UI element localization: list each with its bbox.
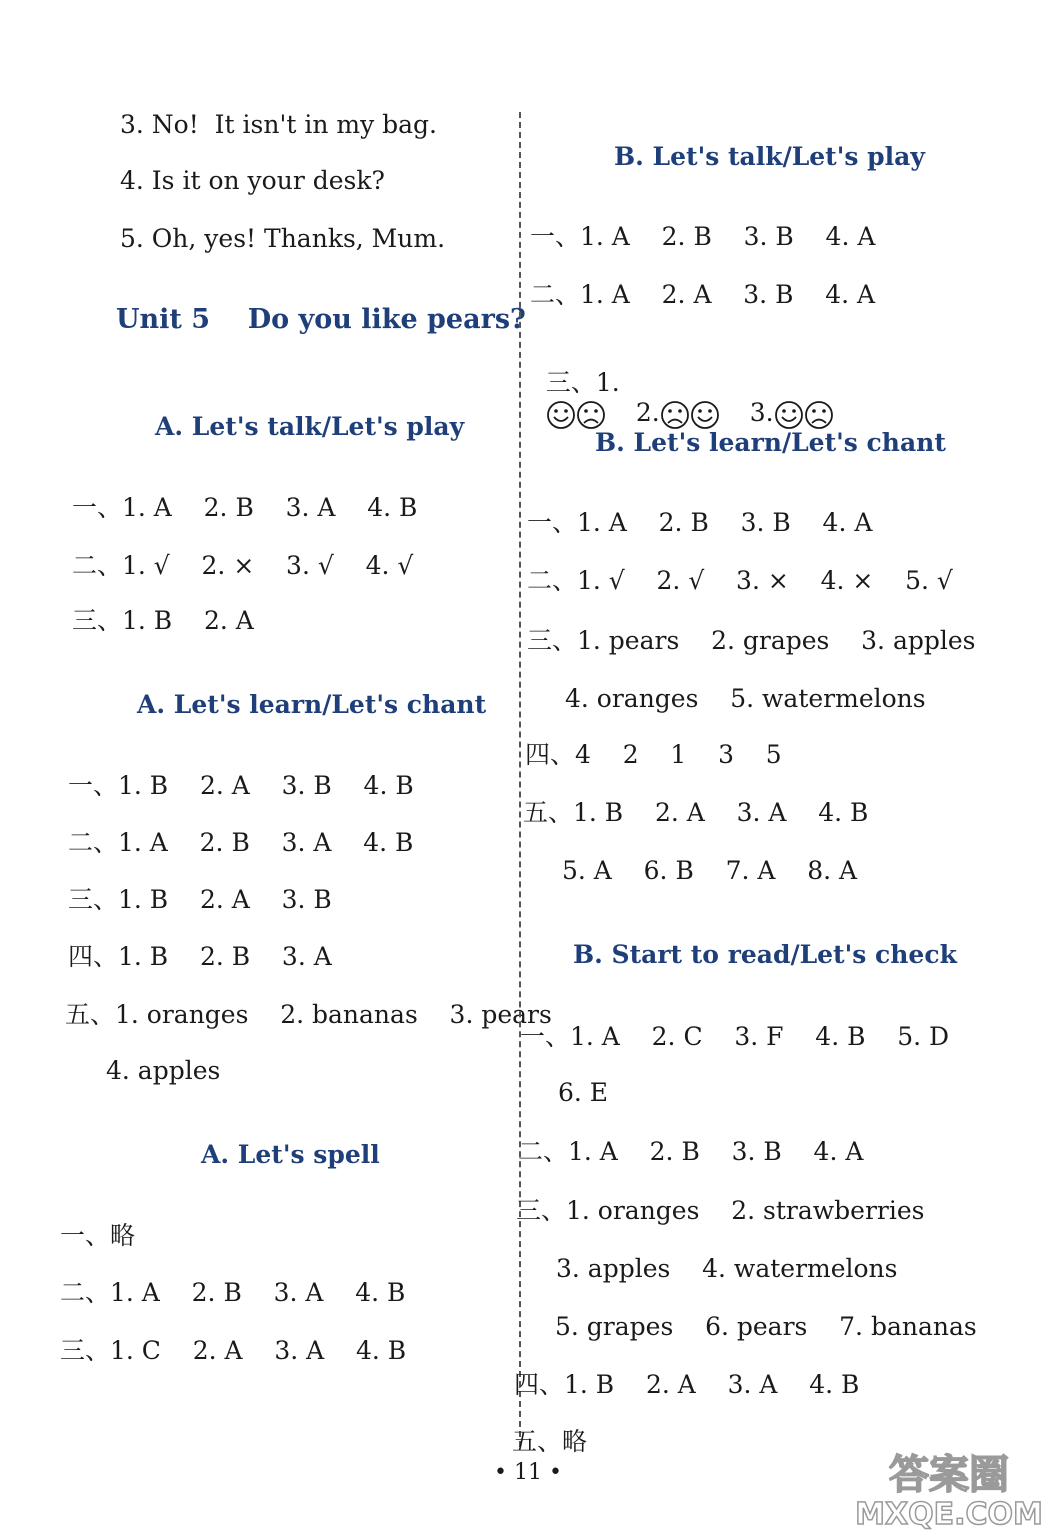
smiley-face-icon: [690, 400, 720, 430]
watermark-top: 答案圈: [889, 1452, 1009, 1498]
left-answer-line: 一、1. A 2. B 3. A 4. B: [72, 493, 418, 522]
right-answer-line: 二、1. √ 2. √ 3. × 4. × 5. √: [527, 566, 953, 595]
left-answer-line: 四、1. B 2. B 3. A: [68, 942, 332, 971]
faces-group: [750, 398, 834, 427]
left-section-heading: A. Let's talk/Let's play: [155, 412, 465, 441]
smiley-face-icon: [774, 400, 804, 430]
right-answer-line: 5. grapes 6. pears 7. bananas: [555, 1312, 977, 1341]
left-answer-line: 二、1. A 2. B 3. A 4. B: [60, 1278, 406, 1307]
right-answer-line: 一、1. A 2. B 3. B 4. A: [530, 222, 876, 251]
smiley-face-icon: [546, 400, 576, 430]
right-answer-line: 三、1. oranges 2. strawberries: [516, 1196, 925, 1225]
right-answer-line: 五、略: [512, 1427, 588, 1456]
left-answer-line: 二、1. A 2. B 3. A 4. B: [68, 828, 414, 857]
left-section-heading: A. Let's spell: [201, 1140, 380, 1169]
sad-face-icon: [576, 400, 606, 430]
right-answer-line: 5. A 6. B 7. A 8. A: [562, 856, 858, 885]
left-answer-line: 三、1. B 2. A: [72, 606, 254, 635]
right-section-heading: B. Let's learn/Let's chant: [595, 428, 946, 457]
left-answer-line: 一、1. B 2. A 3. B 4. B: [68, 771, 414, 800]
right-answer-line: 四、4 2 1 3 5: [525, 740, 782, 769]
right-answer-line: 三、1. pears 2. grapes 3. apples: [527, 626, 976, 655]
faces-group: [636, 398, 720, 427]
left-answer-line: 二、1. √ 2. × 3. √ 4. √: [72, 551, 414, 580]
sad-face-icon: [660, 400, 690, 430]
left-answer-line: 一、略: [60, 1221, 136, 1250]
watermark-bottom: MXQE.COM: [855, 1497, 1043, 1530]
faces-groups: [546, 398, 864, 427]
faces-group-label: 3.: [749, 398, 774, 427]
faces-answer-line: [530, 338, 864, 430]
right-answer-line: 一、1. A 2. C 3. F 4. B 5. D: [520, 1022, 950, 1051]
left-answer-line: 4. apples: [106, 1056, 221, 1085]
left-answer-line: 三、1. B 2. A 3. B: [68, 885, 332, 914]
left-unit-title: Unit 5 Do you like pears?: [116, 304, 526, 335]
right-answer-line: 二、1. A 2. B 3. B 4. A: [518, 1137, 864, 1166]
left-answer-line: 4. Is it on your desk?: [120, 166, 385, 195]
watermark-logo: [854, 1440, 1044, 1530]
right-answer-line: 二、1. A 2. A 3. B 4. A: [530, 280, 876, 309]
right-answer-line: 6. E: [558, 1078, 609, 1107]
right-section-heading: B. Let's talk/Let's play: [614, 142, 925, 171]
left-answer-line: 3. No! It isn't in my bag.: [120, 110, 438, 139]
right-section-heading: B. Start to read/Let's check: [573, 940, 957, 969]
page-number: • 11 •: [494, 1460, 562, 1485]
faces-group: [546, 398, 606, 427]
left-section-heading: A. Let's learn/Let's chant: [137, 690, 487, 719]
left-answer-line: 五、1. oranges 2. bananas 3. pears: [65, 1000, 552, 1029]
right-answer-line: 3. apples 4. watermelons: [556, 1254, 898, 1283]
column-divider: [519, 112, 521, 1447]
right-answer-line: 4. oranges 5. watermelons: [565, 684, 926, 713]
faces-prefix: 三、1.: [545, 368, 620, 397]
faces-group-label: 2.: [635, 398, 660, 427]
right-answer-line: 五、1. B 2. A 3. A 4. B: [523, 798, 869, 827]
sad-face-icon: [804, 400, 834, 430]
right-answer-line: 四、1. B 2. A 3. A 4. B: [514, 1370, 860, 1399]
left-answer-line: 5. Oh, yes! Thanks, Mum.: [120, 224, 446, 253]
left-answer-line: 三、1. C 2. A 3. A 4. B: [60, 1336, 407, 1365]
right-answer-line: 一、1. A 2. B 3. B 4. A: [527, 508, 873, 537]
